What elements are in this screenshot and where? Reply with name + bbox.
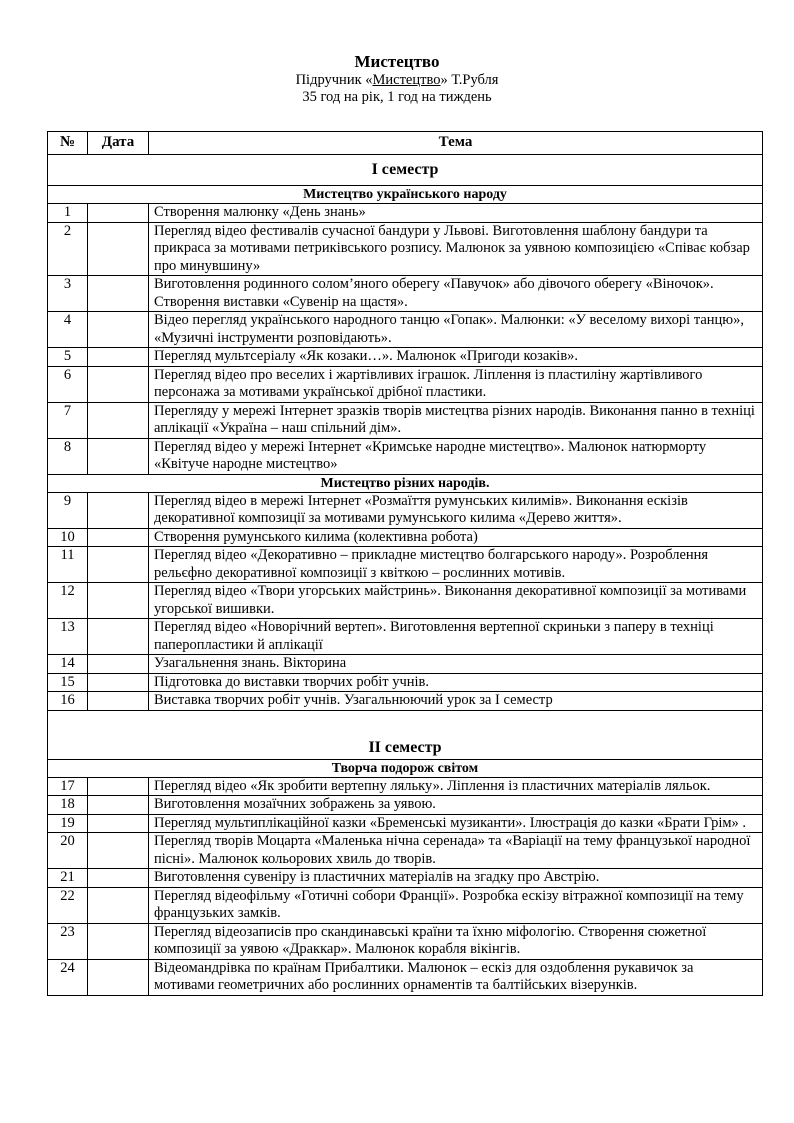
lesson-theme: Відео перегляд українського народного танцю «Гопак». Малюнки: «У веселому вихорі танцю», «Музичні інструменти розповідають».	[149, 312, 763, 348]
section-row	[48, 186, 763, 204]
table-header-row	[48, 132, 763, 155]
lesson-date	[88, 204, 149, 223]
lesson-theme: Створення румунського килима (колективна робота)	[149, 528, 763, 547]
lesson-number: 22	[48, 887, 88, 923]
textbook-prefix: Підручник «	[295, 72, 373, 88]
table-row	[48, 438, 763, 474]
lesson-theme: Перегляд відеозаписів про скандинавські країни та їхню міфологію. Створення сюжетної композиції за уявою «Драккар». Малюнок корабля вікінгів.	[149, 923, 763, 959]
lesson-number: 4	[48, 312, 88, 348]
lesson-number: 13	[48, 619, 88, 655]
table-row	[48, 692, 763, 711]
section-title: Мистецтво різних народів.	[48, 474, 763, 492]
lesson-date	[88, 276, 149, 312]
textbook-line	[0, 72, 794, 89]
table-row	[48, 673, 763, 692]
table-row	[48, 833, 763, 869]
column-header-date: Дата	[88, 132, 149, 155]
table-row	[48, 312, 763, 348]
lesson-theme: Виставка творчих робіт учнів. Узагальнюючий урок за І семестр	[149, 692, 763, 711]
lesson-date	[88, 833, 149, 869]
lesson-date	[88, 814, 149, 833]
document-header	[0, 52, 794, 106]
lesson-date	[88, 402, 149, 438]
lesson-date	[88, 222, 149, 276]
lesson-theme: Виготовлення родинного солом’яного оберегу «Павучок» або дівочого оберегу «Віночок». Створення виставки «Сувенір на щастя».	[149, 276, 763, 312]
table-row	[48, 222, 763, 276]
lesson-date	[88, 796, 149, 815]
lesson-date	[88, 583, 149, 619]
section-row	[48, 474, 763, 492]
lesson-theme: Перегляд відео у мережі Інтернет «Кримське народне мистецтво». Малюнок натюрморту «Квітуче народне мистецтво»	[149, 438, 763, 474]
lesson-date	[88, 312, 149, 348]
lesson-date	[88, 547, 149, 583]
lesson-date	[88, 528, 149, 547]
semester-title: І семестр	[48, 155, 763, 186]
lesson-date	[88, 959, 149, 995]
table-row	[48, 547, 763, 583]
table-row	[48, 366, 763, 402]
table-row	[48, 528, 763, 547]
lesson-theme: Перегляд відео фестивалів сучасної бандури у Львові. Виготовлення шаблону бандури та прикраса за мотивами петриківського розпису. Малюнок за уявною композицією «Співає кобзар про минувшину»	[149, 222, 763, 276]
lesson-date	[88, 348, 149, 367]
table-row	[48, 583, 763, 619]
column-header-theme: Тема	[149, 132, 763, 155]
semester-row	[48, 710, 763, 759]
table-row	[48, 869, 763, 888]
document-title: Мистецтво	[354, 52, 440, 71]
lesson-theme: Підготовка до виставки творчих робіт учнів.	[149, 673, 763, 692]
lesson-theme: Перегляд відеофільму «Готичні собори Франції». Розробка ескізу вітражної композиції на тему французьких замків.	[149, 887, 763, 923]
table-row	[48, 923, 763, 959]
lesson-theme: Виготовлення сувеніру із пластичних матеріалів на згадку про Австрію.	[149, 869, 763, 888]
lesson-number: 24	[48, 959, 88, 995]
table-row	[48, 276, 763, 312]
lesson-number: 5	[48, 348, 88, 367]
lesson-number: 10	[48, 528, 88, 547]
lesson-number: 17	[48, 777, 88, 796]
lesson-theme: Перегляд відео «Твори угорських майстринь». Виконання декоративної композиції за мотивами угорської вишивки.	[149, 583, 763, 619]
table-row	[48, 348, 763, 367]
lesson-number: 21	[48, 869, 88, 888]
table-row	[48, 655, 763, 674]
lesson-theme: Перегляд мультсеріалу «Як козаки…». Малюнок «Пригоди козаків».	[149, 348, 763, 367]
lesson-theme: Виготовлення мозаїчних зображень за уявою.	[149, 796, 763, 815]
lesson-theme: Перегляд відео «Декоративно – прикладне мистецтво болгарського народу». Розроблення рельєфно декоративної композиції з квіткою – рослинних мотивів.	[149, 547, 763, 583]
lesson-date	[88, 692, 149, 711]
semester-row	[48, 155, 763, 186]
semester-title: ІІ семестр	[48, 710, 763, 759]
table-row	[48, 402, 763, 438]
lesson-date	[88, 673, 149, 692]
lesson-number: 11	[48, 547, 88, 583]
table-row	[48, 887, 763, 923]
table-row	[48, 492, 763, 528]
lesson-number: 7	[48, 402, 88, 438]
lesson-theme: Перегляду у мережі Інтернет зразків творів мистецтва різних народів. Виконання панно в техніці аплікації «Україна – наш спільний дім».	[149, 402, 763, 438]
lesson-theme: Відеомандрівка по країнам Прибалтики. Малюнок – ескіз для оздоблення рукавичок за мотивами геометричних або рослинних орнаментів та балтійських візерунків.	[149, 959, 763, 995]
lesson-number: 12	[48, 583, 88, 619]
hours-line: 35 год на рік, 1 год на тиждень	[302, 89, 492, 105]
lesson-date	[88, 366, 149, 402]
lesson-theme: Перегляд відео «Новорічний вертеп». Виготовлення вертепної скриньки з паперу в техніці паперопластики й аплікації	[149, 619, 763, 655]
table-row	[48, 204, 763, 223]
lesson-date	[88, 923, 149, 959]
lesson-number: 23	[48, 923, 88, 959]
lesson-number: 6	[48, 366, 88, 402]
textbook-name: Мистецтво	[372, 72, 441, 88]
textbook-author: » Т.Рубля	[440, 72, 499, 88]
lesson-number: 1	[48, 204, 88, 223]
table-row	[48, 619, 763, 655]
lesson-number: 8	[48, 438, 88, 474]
lesson-date	[88, 655, 149, 674]
lesson-theme: Перегляд відео в мережі Інтернет «Розмаїття румунських килимів». Виконання ескізів декоративної композиції за мотивами румунського килима «Дерево життя».	[149, 492, 763, 528]
lesson-date	[88, 777, 149, 796]
lesson-theme: Перегляд відео «Як зробити вертепну ляльку». Ліплення із пластичних матеріалів ляльок.	[149, 777, 763, 796]
lesson-number: 19	[48, 814, 88, 833]
table-row	[48, 959, 763, 995]
lesson-number: 16	[48, 692, 88, 711]
lesson-number: 14	[48, 655, 88, 674]
lesson-date	[88, 619, 149, 655]
table-row	[48, 796, 763, 815]
table-body	[48, 155, 763, 996]
section-title: Мистецтво українського народу	[48, 186, 763, 204]
lesson-theme: Перегляд творів Моцарта «Маленька нічна серенада» та «Варіації на тему французької народної пісні». Малюнок кольорових хвиль до творів.	[149, 833, 763, 869]
lesson-number: 3	[48, 276, 88, 312]
lesson-date	[88, 869, 149, 888]
lesson-plan-table	[47, 131, 763, 996]
lesson-theme: Перегляд відео про веселих і жартівливих іграшок. Ліплення із пластиліну жартівливого персонажа за мотивами української дрібної пластики.	[149, 366, 763, 402]
lesson-number: 15	[48, 673, 88, 692]
section-title: Творча подорож світом	[48, 759, 763, 777]
lesson-theme: Створення малюнку «День знань»	[149, 204, 763, 223]
lesson-number: 20	[48, 833, 88, 869]
table-row	[48, 777, 763, 796]
lesson-theme: Узагальнення знань. Вікторина	[149, 655, 763, 674]
lesson-date	[88, 492, 149, 528]
lesson-date	[88, 438, 149, 474]
lesson-number: 2	[48, 222, 88, 276]
lesson-date	[88, 887, 149, 923]
section-row	[48, 759, 763, 777]
table-row	[48, 814, 763, 833]
lesson-number: 18	[48, 796, 88, 815]
lesson-number: 9	[48, 492, 88, 528]
lesson-theme: Перегляд мультиплікаційної казки «Бременські музиканти». Ілюстрація до казки «Брати Грім» .	[149, 814, 763, 833]
column-header-num: №	[48, 132, 88, 155]
